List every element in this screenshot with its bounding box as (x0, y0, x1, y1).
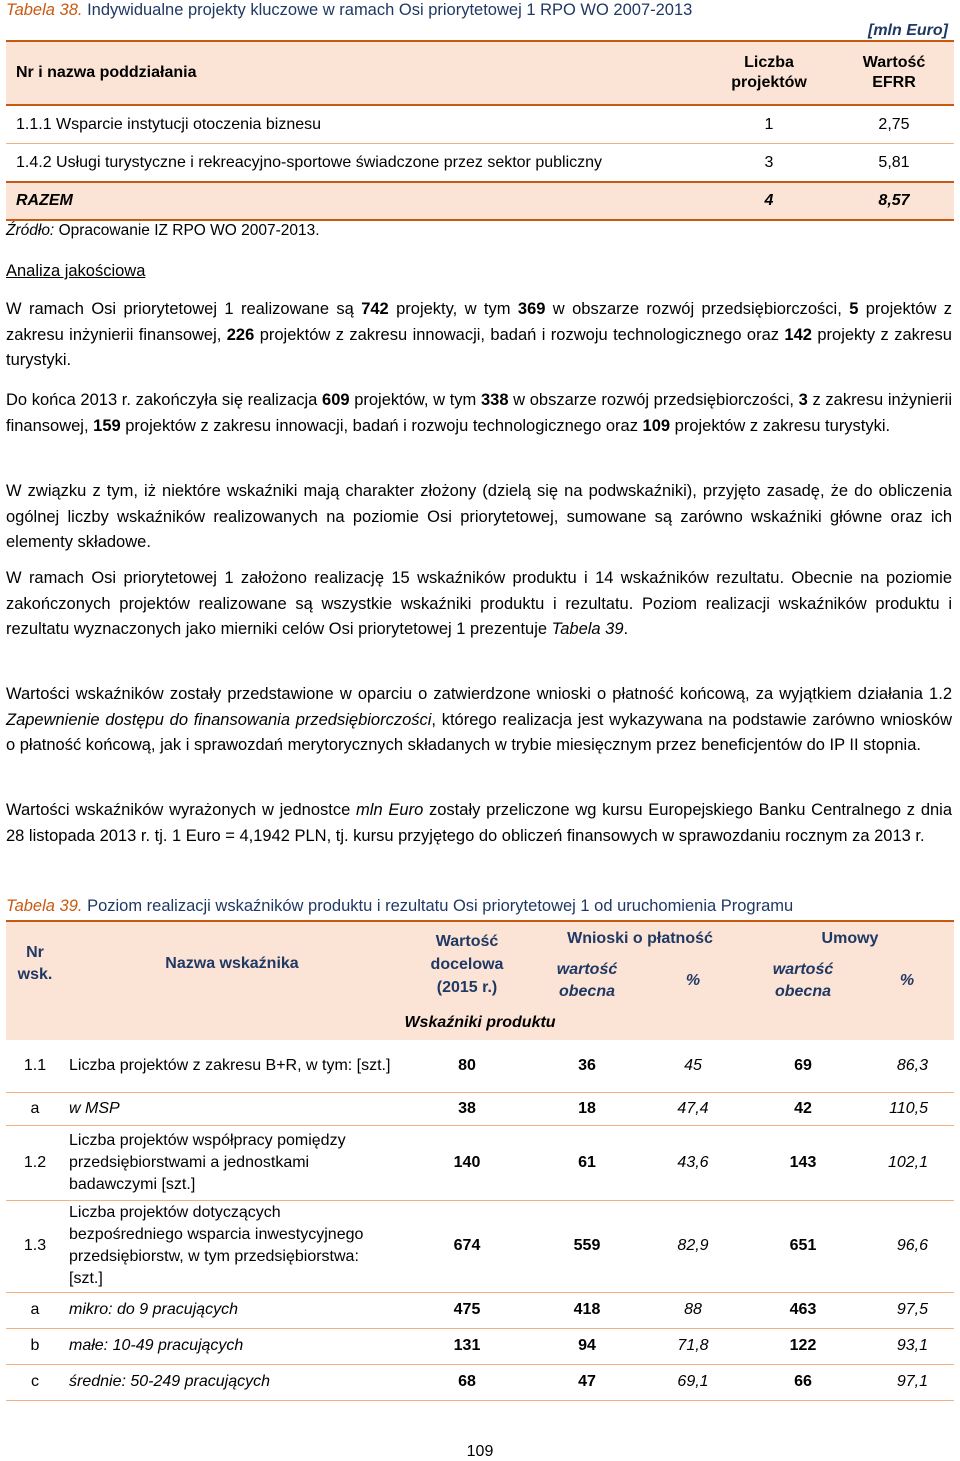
t39-section-label: Wskaźniki produktu (6, 1006, 954, 1040)
table-38-caption (6, 1, 692, 20)
t38-header-value-line1: Wartość (862, 54, 926, 71)
t38-row-name: 1.1.1 Wsparcie instytucji otoczenia biznesu (6, 105, 704, 144)
t38-total-value: 8,57 (834, 182, 954, 220)
t39-header-name: Nazwa wskaźnika (64, 921, 400, 1006)
paragraph-2: Do końca 2013 r. zakończyła się realizacja 609 projektów, w tym 338 w obszarze rozwój przedsiębiorczości, 3 z zakresu inżynierii finansowej, 159 projektów z zakresu innowacji, badań i rozwoju technologicznego oraz 109 projektów z zakresu turystyki. (6, 391, 953, 435)
paragraph-3: W związku z tym, iż niektóre wskaźniki mają charakter złożony (dzielą się na podwskaźniki), przyjęto zasadę, że do obliczenia ogólnej liczby wskaźników realizowanych na poziomie Osi priorytetowej, sumowane są zarówno wskaźniki główne oraz ich elementy składowe. (6, 482, 952, 551)
table-38-unit: [mln Euro] (868, 22, 948, 39)
table-39-section (6, 1006, 954, 1040)
paragraph-6: Wartości wskaźników wyrażonych w jednostce mln Euro zostały przeliczone wg kursu Europejskiego Banku Centralnego z dnia 28 listopada 2013 r. tj. 1 Euro = 4,1942 PLN, tj. kursu przyjętego do obliczeń finansowych w sprawozdaniu rocznym za 2013 r. (6, 801, 953, 845)
t38-header-name: Nr i nazwa poddziałania (6, 41, 704, 105)
table-row: 1.3 Liczba projektów dotyczących bezpośredniego wsparcia inwestycyjnego przedsiębiorstw, w tym przedsiębiorstwa: [szt.] 674 559 82,9 651 96,6 (6, 1200, 954, 1292)
t38-header-value-line2: EFRR (872, 74, 916, 91)
paragraph-5: Wartości wskaźników zostały przedstawione w oparciu o zatwierdzone wnioski o płatność końcową, za wyjątkiem działania 1.2 Zapewnienie dostępu do finansowania przedsiębiorczości, którego realizacja jest wykazywana na podstawie zarówno wniosków o płatność końcową, jak i sprawozdań merytorycznych składanych w trybie miesięcznym przez beneficjentów do IP II stopnia. (6, 685, 952, 754)
t39-header-umowy: Umowy (746, 921, 954, 956)
table-38-label: Tabela 38. (6, 1, 83, 19)
table-row (6, 144, 954, 183)
t38-total-name: RAZEM (6, 182, 704, 220)
table-row (6, 105, 954, 144)
table-row: 1.2 Liczba projektów współpracy pomiędzy przedsiębiorstwami a jednostkami badawczymi [szt.] 140 61 43,6 143 102,1 (6, 1125, 954, 1200)
t39-header-wnioski: Wnioski o płatność (534, 921, 746, 956)
paragraph-1: W ramach Osi priorytetowej 1 realizowane są 742 projekty, w tym 369 w obszarze rozwój przedsiębiorczości, 5 projektów z zakresu inżynierii finansowej, 226 projektów z zakresu innowacji, badań i rozwoju technologicznego oraz 142 projekty z zakresu turystyki. (6, 300, 953, 369)
table-total-row (6, 182, 954, 220)
table-row: b małe: 10-49 pracujących 131 94 71,8 122 93,1 (6, 1328, 954, 1364)
table-38-header (6, 41, 954, 105)
t39-header-target: Wartość docelowa (2015 r.) (400, 921, 534, 1006)
source-text: Opracowanie IZ RPO WO 2007-2013. (58, 222, 320, 239)
page-number: 109 (466, 1443, 494, 1460)
t38-total-count: 4 (704, 182, 834, 220)
t38-row-count: 3 (704, 144, 834, 183)
table-row: a mikro: do 9 pracujących 475 418 88 463 97,5 (6, 1292, 954, 1328)
t38-header-count-line2: projektów (731, 74, 807, 91)
t38-row-value: 5,81 (834, 144, 954, 183)
table-38-title: Indywidualne projekty kluczowe w ramach Osi priorytetowej 1 RPO WO 2007-2013 (87, 1, 693, 19)
table-row: 1.1 Liczba projektów z zakresu B+R, w tym: [szt.] 80 36 45 69 86,3 (6, 1040, 954, 1092)
t39-header-wn-value: wartość obecna (534, 956, 640, 1006)
source-label: Źródło: (6, 222, 55, 239)
t38-row-name: 1.4.2 Usługi turystyczne i rekreacyjno-sportowe świadczone przez sektor publiczny (6, 144, 704, 183)
table-39-caption (6, 897, 793, 916)
t38-header-count (704, 41, 834, 105)
t39-header-wn-pct: % (640, 956, 746, 1006)
t39-header-um-value: wartość obecna (746, 956, 860, 1006)
paragraph-4: W ramach Osi priorytetowej 1 założono realizację 15 wskaźników produktu i 14 wskaźników rezultatu. Obecnie na poziomie zakończonych projektów realizowane są wszystkie wskaźniki produktu i rezultatu. Poziom realizacji wskaźników produktu i rezultatu wyznaczonych jako mierniki celów Osi priorytetowej 1 prezentuje Tabela 39. (6, 569, 952, 638)
t38-row-value: 2,75 (834, 105, 954, 144)
table-row: a w MSP 38 18 47,4 42 110,5 (6, 1092, 954, 1125)
t38-row-count: 1 (704, 105, 834, 144)
table-38 (6, 40, 954, 221)
table-39-reference: Tabela 39 (551, 620, 624, 638)
table-39-header (6, 921, 954, 956)
t38-header-count-line1: Liczba (744, 54, 794, 71)
table-row: c średnie: 50-249 pracujących 68 47 69,1 66 97,1 (6, 1364, 954, 1400)
t38-header-value (834, 41, 954, 105)
t39-header-um-pct: % (860, 956, 954, 1006)
t39-header-nr: Nr wsk. (6, 921, 64, 1006)
table-39-label: Tabela 39. (6, 897, 83, 915)
section-heading: Analiza jakościowa (6, 262, 146, 280)
source-note (6, 222, 320, 240)
table-39 (6, 920, 954, 1401)
table-39-title: Poziom realizacji wskaźników produktu i rezultatu Osi priorytetowej 1 od uruchomienia Programu (87, 897, 794, 915)
